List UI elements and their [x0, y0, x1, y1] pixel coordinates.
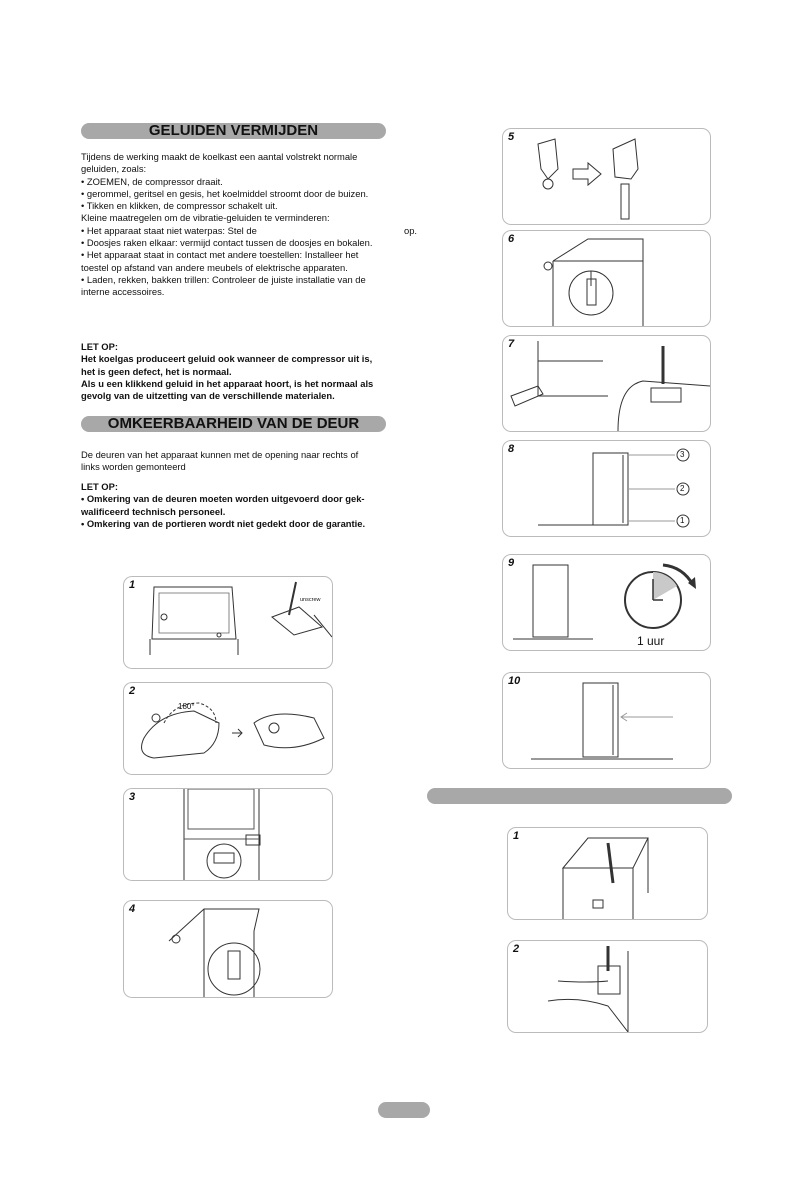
step-number: 3 — [129, 791, 136, 803]
step-panel-7 — [502, 335, 711, 432]
note-title: LET OP: — [81, 481, 118, 492]
note-title: LET OP: — [81, 341, 118, 352]
text-line: • Laden, rekken, bakken trillen: Controleer de juiste installatie van de — [81, 273, 366, 285]
step-number: 4 — [129, 903, 136, 915]
level-label-1: 1 — [680, 516, 685, 525]
extra-step-2-illustration — [508, 941, 707, 1032]
extra-step-panel-2 — [507, 940, 708, 1033]
noise-note — [81, 341, 411, 402]
step-5-illustration — [503, 129, 710, 224]
step-9-illustration — [503, 555, 710, 650]
step-number: 1 — [129, 579, 136, 591]
level-label-2: 2 — [680, 484, 685, 493]
text-line: • Tikken en klikken, de compressor schakelt uit. — [81, 200, 278, 212]
step-3-illustration — [124, 789, 332, 880]
step-10-illustration — [503, 673, 710, 768]
text-line: • Het apparaat staat in contact met andere toestellen: Installeer het — [81, 249, 359, 261]
text-line: toestel op afstand van andere meubels of elektrische apparaten. — [81, 261, 348, 273]
step-1-illustration — [124, 577, 332, 668]
step-number: 2 — [513, 943, 520, 955]
step-6-illustration — [503, 231, 710, 326]
extra-step-1-illustration — [508, 828, 707, 919]
step-panel-6 — [502, 230, 711, 327]
step-number: 2 — [129, 685, 136, 697]
step-8-illustration — [503, 441, 710, 536]
note-line: Als u een klikkend geluid in het apparaat hoort, is het normaal als — [81, 377, 374, 389]
step-number: 9 — [508, 557, 515, 569]
level-label-3: 3 — [680, 450, 685, 459]
step-2-illustration — [124, 683, 332, 774]
unscrew-label: unscrew — [300, 597, 321, 603]
step-panel-2 — [123, 682, 333, 775]
step-number: 7 — [508, 338, 515, 350]
note-line: Het koelgas produceert geluid ook wanneer de compressor uit is, — [81, 353, 373, 365]
step-panel-8 — [502, 440, 711, 537]
noise-text — [81, 151, 411, 299]
step-panel-1 — [123, 576, 333, 669]
step-number: 1 — [513, 830, 520, 842]
step-number: 8 — [508, 443, 515, 455]
step-number: 5 — [508, 131, 515, 143]
step-7-illustration — [503, 336, 710, 431]
text-line: De deuren van het apparaat kunnen met de opening naar rechts of — [81, 449, 359, 460]
note-line: • Omkering van de portieren wordt niet gedekt door de garantie. — [81, 517, 366, 529]
section-bar-right — [427, 788, 732, 804]
text-fragment: op. — [404, 225, 418, 236]
text-line: • gerommel, geritsel en gesis, het koelmiddel stroomt door de buizen. — [81, 187, 369, 199]
step-number: 10 — [508, 675, 521, 687]
step-number: 6 — [508, 233, 515, 245]
text-line: links worden gemonteerd — [81, 461, 186, 473]
extra-step-panel-1 — [507, 827, 708, 920]
step-panel-10 — [502, 672, 711, 769]
step-4-illustration — [124, 901, 332, 997]
note-line: gevolg van de uitzetting van de verschillende materialen. — [81, 390, 335, 402]
clock-label: 1 uur — [637, 634, 665, 648]
step-panel-3 — [123, 788, 333, 881]
step-panel-9 — [502, 554, 711, 651]
note-line: • Omkering van de deuren moeten worden uitgevoerd door gek- — [81, 493, 365, 505]
door-note — [81, 481, 411, 530]
rotation-label: 180° — [178, 702, 195, 711]
text-line: interne accessoires. — [81, 286, 165, 298]
note-line: walificeerd technisch personeel. — [81, 505, 226, 517]
step-panel-4 — [123, 900, 333, 998]
door-text — [81, 449, 411, 474]
note-line: het is geen defect, het is normaal. — [81, 365, 232, 377]
step-panel-5 — [502, 128, 711, 225]
section-title-door: OMKEERBAARHEID VAN DE DEUR — [81, 416, 386, 432]
text-line: geluiden, zoals: — [81, 163, 147, 175]
text-line: • Doosjes raken elkaar: vermijd contact tussen de doosjes en bokalen. — [81, 237, 373, 249]
section-title-noise: GELUIDEN VERMIJDEN — [81, 123, 386, 139]
text-line: Tijdens de werking maakt de koelkast een aantal volstrekt normale — [81, 151, 358, 162]
page-number-pill — [378, 1102, 430, 1118]
text-line: Kleine maatregelen om de vibratie-geluiden te verminderen: — [81, 212, 330, 224]
text-line: • Het apparaat staat niet waterpas: Stel de — [81, 224, 257, 236]
text-line: • ZOEMEN, de compressor draait. — [81, 175, 223, 187]
